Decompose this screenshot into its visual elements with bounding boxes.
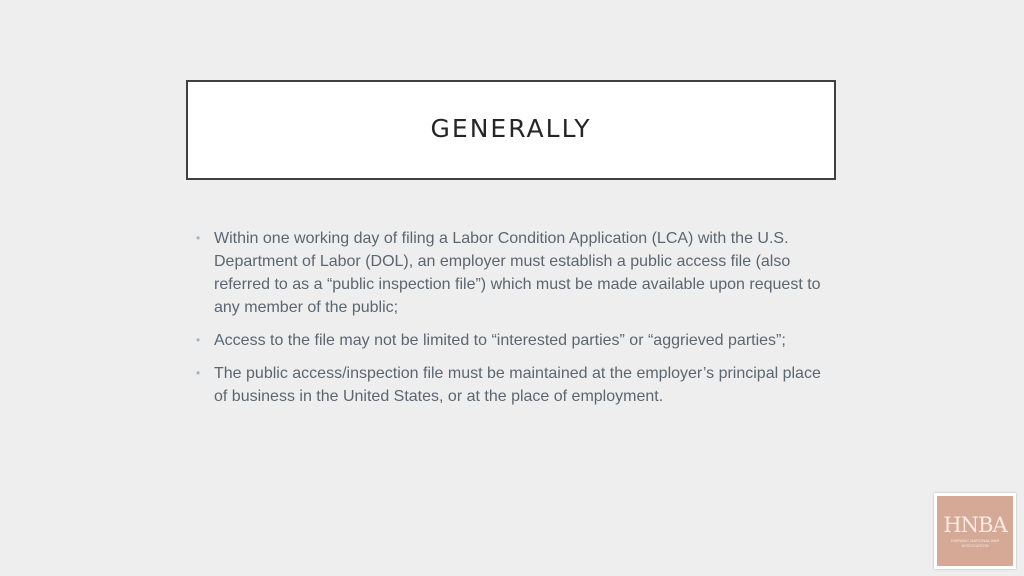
hnba-logo <box>934 493 1016 569</box>
logo-text: HNBA <box>943 513 1007 537</box>
slide-title: GENERALLY <box>430 113 592 143</box>
bullet-item <box>196 362 836 408</box>
bullet-icon: • <box>196 231 201 245</box>
bullet-icon: • <box>196 366 201 380</box>
bullet-item <box>196 329 836 352</box>
bullet-text: Access to the file may not be limited to “interested parties” or “aggrieved parties”; <box>214 332 786 349</box>
bullet-icon: • <box>196 333 201 347</box>
logo-subtext: HISPANIC NATIONAL BAR ASSOCIATION <box>950 538 1000 548</box>
bullet-text: Within one working day of filing a Labor Condition Application (LCA) with the U.S. Department of Labor (DOL), an employer must establish a public access file (also referred to as a “public inspection file”) which must be made available upon request to any member of the public; <box>214 230 821 316</box>
bullet-item <box>196 227 836 319</box>
title-box <box>186 80 836 180</box>
bullet-list <box>196 227 836 418</box>
bullet-text: The public access/inspection file must be maintained at the employer’s principal place of business in the United States, or at the place of employment. <box>214 365 821 405</box>
